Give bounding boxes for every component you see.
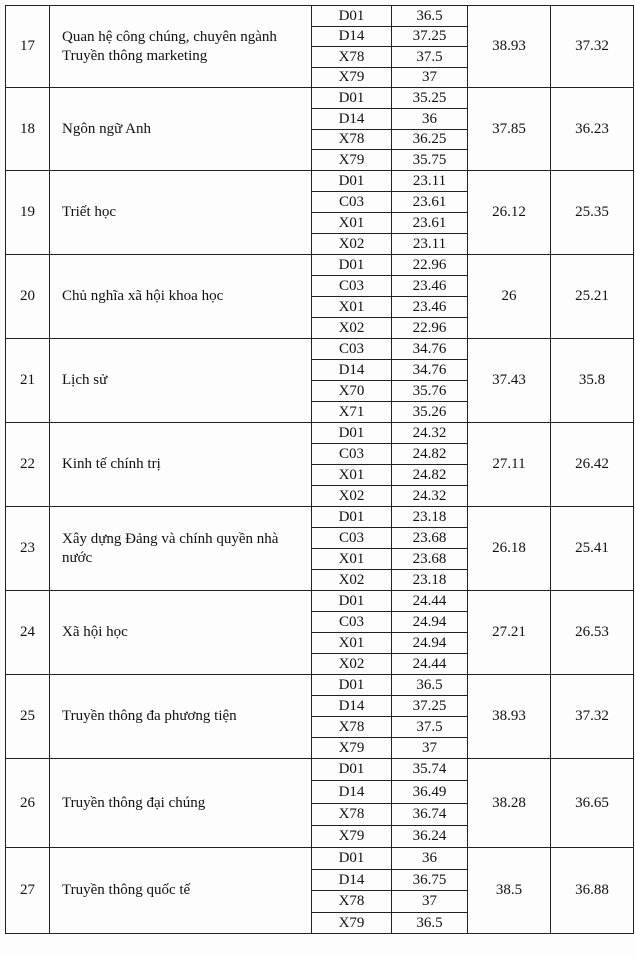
combination-score: 36 (392, 109, 468, 130)
subject-combination-code: D01 (312, 848, 392, 870)
combination-score: 37 (392, 738, 468, 759)
subject-combination-code: D01 (312, 255, 392, 276)
subject-combination-code: X71 (312, 402, 392, 423)
combination-score: 36.24 (392, 826, 468, 848)
combination-score: 36.25 (392, 130, 468, 150)
combination-score: 36.74 (392, 804, 468, 826)
combination-score: 23.11 (392, 234, 468, 255)
subject-combination-code: X79 (312, 738, 392, 759)
table-row (6, 507, 634, 528)
subject-combination-code: C03 (312, 339, 392, 360)
major-name: Chủ nghĩa xã hội khoa học (50, 255, 312, 339)
subject-combination-code: X78 (312, 130, 392, 150)
subject-combination-code: D14 (312, 781, 392, 804)
combination-score: 23.46 (392, 297, 468, 318)
subject-combination-code: X02 (312, 654, 392, 675)
row-number: 24 (6, 591, 50, 675)
subject-combination-code: X78 (312, 47, 392, 68)
subject-combination-code: D01 (312, 171, 392, 192)
table-row (6, 675, 634, 696)
score-column-a: 26 (468, 255, 551, 339)
table-row (6, 171, 634, 192)
major-name: Truyền thông quốc tế (50, 848, 312, 934)
major-name: Kinh tế chính trị (50, 423, 312, 507)
combination-score: 24.94 (392, 612, 468, 633)
major-name: Truyền thông đa phương tiện (50, 675, 312, 759)
score-column-b: 25.35 (551, 171, 634, 255)
table-body (6, 6, 634, 934)
subject-combination-code: X78 (312, 804, 392, 826)
subject-combination-code: D01 (312, 591, 392, 612)
admission-score-table (5, 5, 634, 934)
subject-combination-code: D14 (312, 109, 392, 130)
combination-score: 23.18 (392, 507, 468, 528)
row-number: 19 (6, 171, 50, 255)
combination-score: 35.26 (392, 402, 468, 423)
subject-combination-code: C03 (312, 528, 392, 549)
score-column-b: 26.53 (551, 591, 634, 675)
row-number: 18 (6, 88, 50, 171)
row-number: 22 (6, 423, 50, 507)
row-number: 17 (6, 6, 50, 88)
combination-score: 36.5 (392, 6, 468, 27)
subject-combination-code: D14 (312, 360, 392, 381)
subject-combination-code: D01 (312, 6, 392, 27)
subject-combination-code: C03 (312, 276, 392, 297)
score-column-a: 38.93 (468, 675, 551, 759)
subject-combination-code: X78 (312, 717, 392, 738)
subject-combination-code: X01 (312, 213, 392, 234)
combination-score: 24.32 (392, 486, 468, 507)
score-column-b: 37.32 (551, 675, 634, 759)
subject-combination-code: X02 (312, 570, 392, 591)
major-name: Truyền thông đại chúng (50, 759, 312, 848)
combination-score: 37.25 (392, 27, 468, 47)
score-column-b: 36.65 (551, 759, 634, 848)
row-number: 23 (6, 507, 50, 591)
combination-score: 22.96 (392, 318, 468, 339)
combination-score: 37.5 (392, 717, 468, 738)
combination-score: 36.5 (392, 913, 468, 934)
subject-combination-code: X78 (312, 891, 392, 913)
score-column-b: 25.21 (551, 255, 634, 339)
major-name: Lịch sử (50, 339, 312, 423)
row-number: 21 (6, 339, 50, 423)
subject-combination-code: C03 (312, 444, 392, 465)
subject-combination-code: X79 (312, 150, 392, 171)
combination-score: 37 (392, 68, 468, 88)
score-column-b: 37.32 (551, 6, 634, 88)
score-column-a: 38.5 (468, 848, 551, 934)
combination-score: 24.44 (392, 654, 468, 675)
combination-score: 23.61 (392, 192, 468, 213)
combination-score: 36.5 (392, 675, 468, 696)
score-column-b: 35.8 (551, 339, 634, 423)
score-column-a: 27.11 (468, 423, 551, 507)
combination-score: 24.44 (392, 591, 468, 612)
table-row (6, 848, 634, 870)
combination-score: 35.76 (392, 381, 468, 402)
combination-score: 24.82 (392, 444, 468, 465)
score-column-a: 26.12 (468, 171, 551, 255)
subject-combination-code: X02 (312, 234, 392, 255)
subject-combination-code: D14 (312, 696, 392, 717)
combination-score: 23.11 (392, 171, 468, 192)
score-column-a: 26.18 (468, 507, 551, 591)
major-name: Xã hội học (50, 591, 312, 675)
combination-score: 24.94 (392, 633, 468, 654)
score-column-b: 36.88 (551, 848, 634, 934)
score-column-a: 27.21 (468, 591, 551, 675)
subject-combination-code: X02 (312, 318, 392, 339)
combination-score: 24.32 (392, 423, 468, 444)
combination-score: 22.96 (392, 255, 468, 276)
row-number: 20 (6, 255, 50, 339)
table-row (6, 759, 634, 781)
major-name: Triết học (50, 171, 312, 255)
major-name: Ngôn ngữ Anh (50, 88, 312, 171)
subject-combination-code: D01 (312, 423, 392, 444)
combination-score: 34.76 (392, 360, 468, 381)
combination-score: 37.5 (392, 47, 468, 68)
combination-score: 23.18 (392, 570, 468, 591)
score-column-a: 37.43 (468, 339, 551, 423)
subject-combination-code: D14 (312, 870, 392, 891)
table-row (6, 6, 634, 27)
combination-score: 34.76 (392, 339, 468, 360)
combination-score: 23.61 (392, 213, 468, 234)
subject-combination-code: X01 (312, 633, 392, 654)
row-number: 26 (6, 759, 50, 848)
subject-combination-code: C03 (312, 192, 392, 213)
subject-combination-code: X01 (312, 297, 392, 318)
combination-score: 35.74 (392, 759, 468, 781)
subject-combination-code: D01 (312, 759, 392, 781)
table-row (6, 591, 634, 612)
combination-score: 37 (392, 891, 468, 913)
combination-score: 37.25 (392, 696, 468, 717)
subject-combination-code: X79 (312, 913, 392, 934)
combination-score: 36 (392, 848, 468, 870)
score-column-b: 25.41 (551, 507, 634, 591)
score-column-a: 38.28 (468, 759, 551, 848)
subject-combination-code: D01 (312, 507, 392, 528)
subject-combination-code: X01 (312, 549, 392, 570)
subject-combination-code: D01 (312, 88, 392, 109)
combination-score: 23.46 (392, 276, 468, 297)
subject-combination-code: X02 (312, 486, 392, 507)
subject-combination-code: X70 (312, 381, 392, 402)
combination-score: 36.75 (392, 870, 468, 891)
major-name: Xây dựng Đảng và chính quyền nhà nước (50, 507, 312, 591)
table-row (6, 255, 634, 276)
score-column-b: 26.42 (551, 423, 634, 507)
combination-score: 24.82 (392, 465, 468, 486)
subject-combination-code: X79 (312, 68, 392, 88)
subject-combination-code: X79 (312, 826, 392, 848)
combination-score: 35.75 (392, 150, 468, 171)
table-row (6, 339, 634, 360)
score-column-a: 38.93 (468, 6, 551, 88)
combination-score: 23.68 (392, 549, 468, 570)
score-column-a: 37.85 (468, 88, 551, 171)
subject-combination-code: X01 (312, 465, 392, 486)
subject-combination-code: D14 (312, 27, 392, 47)
score-column-b: 36.23 (551, 88, 634, 171)
combination-score: 36.49 (392, 781, 468, 804)
subject-combination-code: D01 (312, 675, 392, 696)
table-row (6, 88, 634, 109)
row-number: 25 (6, 675, 50, 759)
row-number: 27 (6, 848, 50, 934)
major-name: Quan hệ công chúng, chuyên ngành Truyền thông marketing (50, 6, 312, 88)
table-row (6, 423, 634, 444)
combination-score: 23.68 (392, 528, 468, 549)
subject-combination-code: C03 (312, 612, 392, 633)
combination-score: 35.25 (392, 88, 468, 109)
